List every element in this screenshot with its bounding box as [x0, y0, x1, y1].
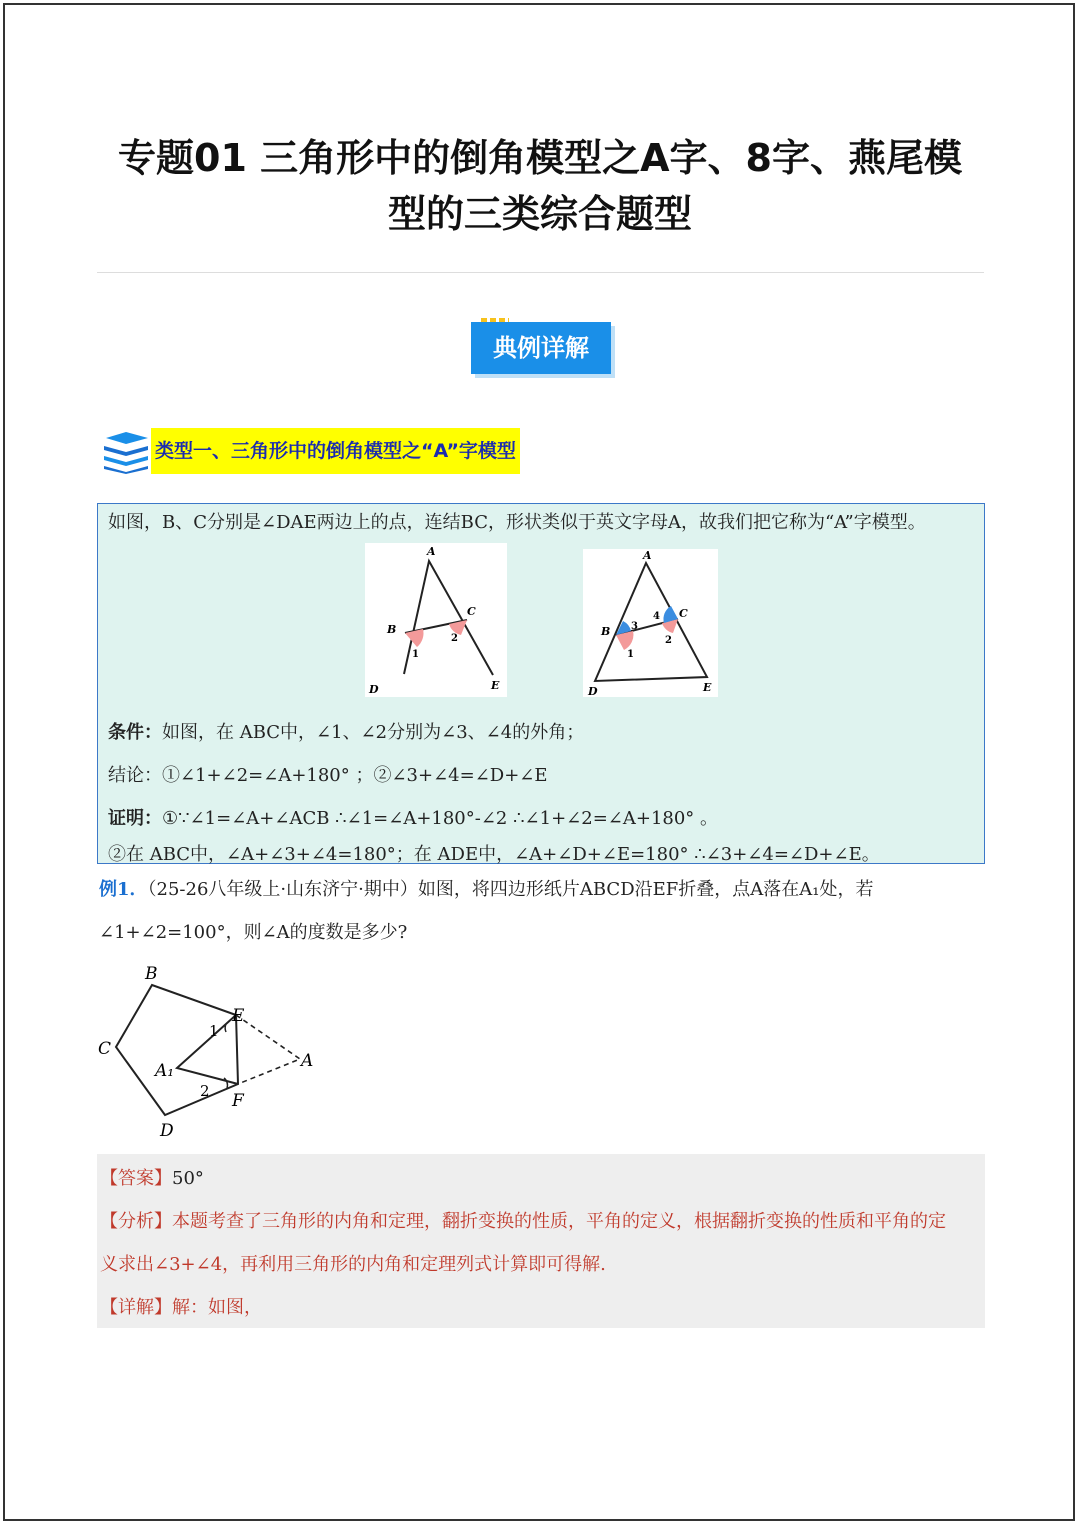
fig-label-A1: A₁ [155, 1061, 175, 1081]
a-model-figure-2 [583, 549, 718, 697]
model-proof-1 [108, 804, 718, 830]
analysis-row-1 [100, 1207, 946, 1233]
section-badge: 典例详解 [471, 322, 611, 374]
svg-text:2: 2 [665, 635, 672, 646]
model-condition [108, 718, 584, 744]
model-proof-2: ②在 ABC中，∠A+∠3+∠4=180°；在 ADE中，∠A+∠D+∠E=180° ∴∠3+∠4=∠D+∠E。 [108, 844, 880, 865]
example1-text1: （25-26八年级上·山东济宁·期中）如图，将四边形纸片ABCD沿EF折叠，点A落在A₁处，若 [147, 879, 874, 900]
svg-text:1: 1 [412, 649, 419, 660]
svg-text:D: D [588, 685, 598, 697]
a-model-box [97, 503, 985, 864]
example1-label: 例1． [99, 879, 148, 900]
analysis-row-2: 义求出∠3+∠4，再利用三角形的内角和定理列式计算即可得解. [100, 1254, 606, 1275]
detail-row [100, 1293, 262, 1319]
svg-text:1: 1 [627, 649, 634, 660]
fig-label-C: C [98, 1039, 112, 1059]
svg-text:A: A [427, 545, 436, 558]
answer-box [97, 1154, 985, 1328]
svg-text:B: B [387, 623, 397, 636]
condition-text: 如图，在 ABC中，∠1、∠2分别为∠3、∠4的外角； [162, 722, 585, 743]
proof-label: 证明： [108, 808, 162, 829]
svg-text:B: B [601, 625, 611, 638]
detail-label: 【详解】 [100, 1297, 172, 1318]
books-stack-icon [100, 428, 152, 474]
answer-value: 50° [172, 1168, 204, 1189]
answer-row [100, 1164, 204, 1190]
fig-label-B: B [145, 964, 158, 984]
svg-text:E: E [703, 681, 712, 694]
svg-text:3: 3 [631, 621, 638, 632]
answer-label: 【答案】 [100, 1168, 172, 1189]
fig-label-D: D [160, 1121, 174, 1141]
fig-label-E: E [232, 1006, 245, 1026]
model-conclusion: 结论：①∠1+∠2=∠A+180° ；②∠3+∠4=∠D+∠E [108, 765, 548, 786]
svg-text:D: D [369, 683, 379, 696]
page-title-line2: 型的三类综合题型 [387, 192, 692, 236]
analysis-label: 【分析】 [100, 1211, 172, 1232]
type1-heading: 类型一、三角形中的倒角模型之“A”字模型 [151, 428, 520, 474]
svg-text:C: C [679, 607, 688, 620]
fig-label-F: F [232, 1091, 244, 1111]
example1-figure [95, 962, 325, 1142]
fig-label-1: 1 [209, 1022, 219, 1040]
condition-label: 条件： [108, 722, 162, 743]
svg-text:C: C [467, 605, 476, 618]
detail-text: 解：如图， [172, 1297, 262, 1318]
svg-text:4: 4 [653, 611, 660, 622]
svg-text:2: 2 [451, 633, 458, 644]
fig-label-2: 2 [200, 1082, 210, 1100]
analysis-text-1: 本题考查了三角形的内角和定理，翻折变换的性质，平角的定义，根据翻折变换的性质和平角的定 [172, 1211, 946, 1232]
page-title-line1: 专题01 三角形中的倒角模型之A字、8字、燕尾模 [118, 136, 962, 180]
a-model-figure-1 [365, 543, 507, 697]
svg-text:A: A [643, 549, 652, 562]
example1-line1 [99, 875, 873, 901]
proof1-text: ①∵∠1=∠A+∠ACB ∴∠1=∠A+180°-∠2 ∴∠1+∠2=∠A+180° 。 [162, 808, 719, 829]
title-divider [97, 272, 984, 273]
svg-text:E: E [491, 679, 500, 692]
model-intro: 如图，B、C分别是∠DAE两边上的点，连结BC，形状类似于英文字母A，故我们把它称为“A”字模型。 [108, 512, 926, 533]
example1-line2: ∠1+∠2=100°，则∠A的度数是多少? [99, 922, 408, 943]
fig-label-A: A [301, 1051, 314, 1071]
